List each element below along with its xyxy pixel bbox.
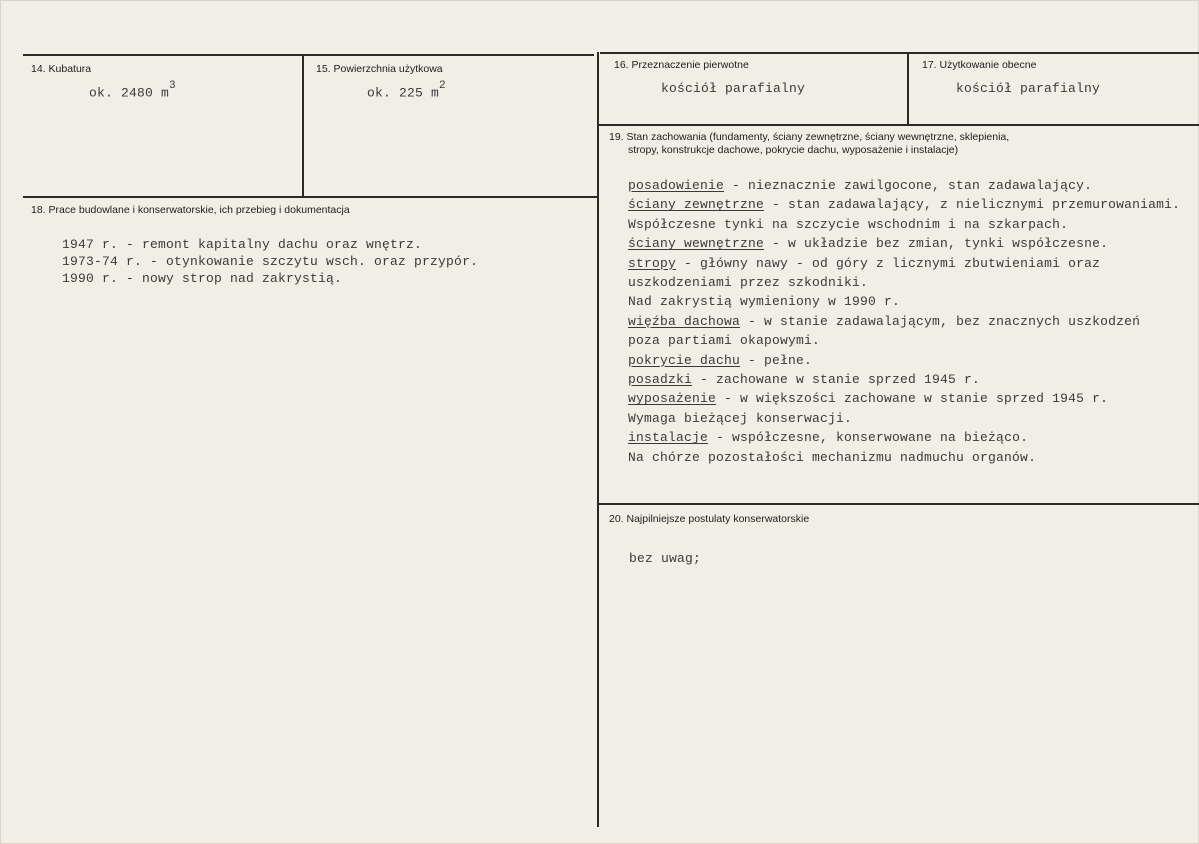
divider-left-right	[597, 52, 599, 827]
condition-line	[628, 351, 1180, 370]
cubature-exponent: 3	[169, 80, 176, 92]
field-16-label: 16. Przeznaczenie pierwotne	[614, 59, 749, 71]
condition-desc: - w stanie zadawalającym, bez znacznych uszkodzeń	[740, 313, 1141, 329]
condition-line	[628, 312, 1180, 331]
condition-term: posadowienie	[628, 178, 725, 193]
top-rule-right	[600, 52, 1199, 54]
field-14-value	[89, 80, 176, 101]
condition-desc: uszkodzeniami przez szkodniki.	[628, 275, 869, 291]
condition-desc: - w układzie bez zmian, tynki współczesne.	[764, 236, 1109, 252]
rule-above-18	[23, 196, 598, 198]
condition-desc: Współczesne tynki na szczycie wschodnim i na szkarpach.	[628, 216, 1069, 232]
condition-line	[628, 273, 1180, 292]
condition-desc: - nieznacznie zawilgocone, stan zadawalający.	[724, 178, 1093, 193]
field-20-label: 20. Najpilniejsze postulaty konserwatorskie	[609, 513, 810, 525]
condition-term: pokrycie dachu	[628, 352, 741, 368]
condition-desc: Na chórze pozostałości mechanizmu nadmuchu organów.	[628, 449, 1037, 465]
condition-line	[628, 331, 1180, 350]
condition-line	[628, 409, 1180, 428]
works-line-3: 1990 r. - nowy strop nad zakrystią.	[62, 271, 343, 286]
works-line-1: 1947 r. - remont kapitalny dachu oraz wnętrz.	[62, 237, 423, 252]
top-rule-left	[23, 54, 594, 56]
field-15-value	[367, 80, 446, 101]
condition-desc: Wymaga bieżącej konserwacji.	[628, 410, 853, 426]
condition-term: ściany zewnętrzne	[628, 197, 765, 213]
condition-line	[628, 448, 1180, 467]
condition-term: ściany wewnętrzne	[628, 236, 765, 252]
condition-line	[628, 176, 1180, 195]
field-19-label-line-1: 19. Stan zachowania (fundamenty, ściany zewnętrzne, ściany wewnętrzne, sklepienia,	[609, 131, 1010, 143]
divider-14-15	[302, 56, 304, 197]
field-16-value: kościół parafialny	[661, 81, 806, 96]
condition-line	[628, 234, 1180, 253]
works-line-2: 1973-74 r. - otynkowanie szczytu wsch. oraz przypór.	[62, 254, 479, 269]
condition-line	[628, 428, 1180, 447]
rule-above-19	[599, 124, 1199, 126]
condition-term: stropy	[628, 255, 677, 271]
field-19-label-line-2: stropy, konstrukcje dachowe, pokrycie dachu, wyposażenie i instalacje)	[628, 144, 959, 156]
condition-desc: - współczesne, konserwowane na bieżąco.	[708, 430, 1029, 446]
rule-above-20	[599, 503, 1199, 505]
condition-line	[628, 389, 1180, 408]
condition-desc: - pełne.	[740, 352, 813, 368]
condition-desc: Nad zakrystią wymieniony w 1990 r.	[628, 294, 901, 310]
condition-desc: poza partiami okapowymi.	[628, 333, 821, 349]
condition-desc: - zachowane w stanie sprzed 1945 r.	[692, 372, 981, 388]
cubature-value: ok. 2480 m	[89, 85, 170, 101]
condition-line	[628, 292, 1180, 311]
condition-desc: - w większości zachowane w stanie sprzed 1945 r.	[716, 391, 1109, 407]
field-15-label: 15. Powierzchnia użytkowa	[316, 63, 443, 75]
field-18-label: 18. Prace budowlane i konserwatorskie, ich przebieg i dokumentacja	[31, 204, 350, 216]
condition-term: więźba dachowa	[628, 313, 741, 329]
condition-desc: - stan zadawalający, z nielicznymi przemurowaniami.	[764, 197, 1181, 213]
condition-text	[628, 176, 1180, 467]
condition-term: instalacje	[628, 430, 709, 446]
condition-line	[628, 370, 1180, 389]
divider-16-17	[907, 53, 909, 125]
condition-line	[628, 215, 1180, 234]
condition-desc: - główny nawy - od góry z licznymi zbutwieniami oraz	[676, 255, 1101, 271]
field-17-label: 17. Użytkowanie obecne	[922, 59, 1037, 71]
field-14-label: 14. Kubatura	[31, 63, 92, 75]
condition-line	[628, 254, 1180, 273]
area-value: ok. 225 m	[367, 85, 440, 101]
area-exponent: 2	[439, 80, 446, 92]
condition-term: wyposażenie	[628, 391, 717, 407]
condition-term: posadzki	[628, 372, 693, 388]
condition-line	[628, 195, 1180, 214]
field-20-value: bez uwag;	[629, 551, 702, 566]
field-17-value: kościół parafialny	[956, 81, 1101, 96]
